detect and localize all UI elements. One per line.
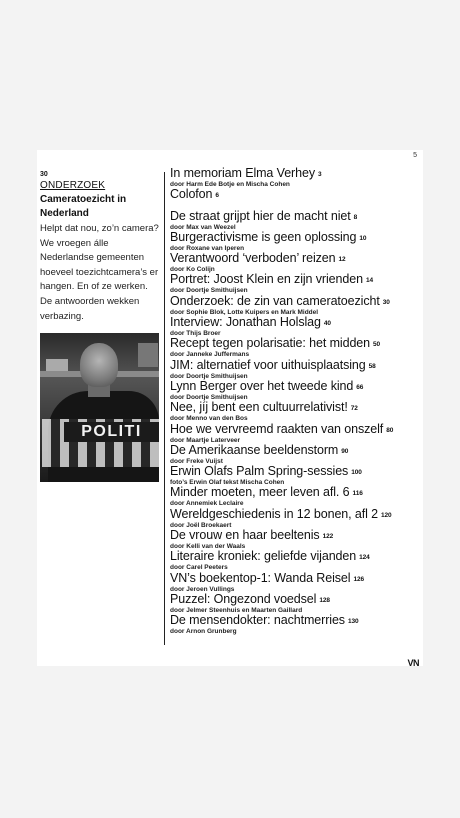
toc-line [170, 593, 420, 607]
toc-author: door Ko Colijn [170, 266, 215, 274]
toc-title: Onderzoek: de zin van cameratoezicht [170, 294, 380, 308]
toc-line [170, 167, 420, 181]
toc-title: Erwin Olafs Palm Spring-sessies [170, 465, 349, 479]
toc-line [170, 295, 420, 309]
toc-title: In memoriam Elma Verhey [170, 167, 315, 180]
toc-entry[interactable] [170, 359, 420, 380]
toc-title: VN’s boekentop-1: Wanda Reisel [170, 571, 351, 585]
toc-page-number: 6 [215, 192, 219, 200]
toc-author: door Jelmer Steenhuis en Maarten Gaillard [170, 606, 303, 614]
toc-entry[interactable] [170, 295, 420, 316]
toc-line [170, 614, 420, 628]
toc-author: door Thijs Broer [170, 330, 221, 338]
toc-page-number: 80 [386, 426, 394, 434]
toc-entry[interactable] [170, 316, 420, 337]
toc-line [170, 210, 420, 224]
page-number: 5 [413, 152, 417, 159]
toc-entry[interactable] [170, 572, 420, 593]
toc-entry[interactable] [170, 614, 420, 635]
toc-line [170, 423, 420, 437]
toc-title: Verantwoord ‘verboden’ reizen [170, 252, 336, 266]
toc-page-number: 66 [356, 383, 364, 391]
toc-entry[interactable] [170, 252, 420, 273]
toc-page-number: 10 [359, 234, 367, 242]
toc-title: Burgeractivisme is geen oplossing [170, 230, 357, 244]
magazine-page [37, 150, 423, 666]
toc-page-number: 128 [319, 596, 330, 604]
toc-title: Lynn Berger over het tweede kind [170, 379, 354, 393]
toc-line [170, 508, 420, 522]
toc-page-number: 120 [381, 511, 392, 519]
toc-page-number: 130 [347, 618, 359, 626]
toc-author: door Menno van den Bos [170, 415, 248, 423]
feature-section-label: ONDERZOEK [40, 180, 106, 191]
toc-title: Hoe we vervreemd raakten van onszelf [170, 422, 384, 436]
toc-page-number: 90 [341, 447, 349, 455]
toc-author: door Joël Broekaert [170, 521, 232, 529]
toc-page-number: 58 [368, 362, 376, 370]
toc-title: Puzzel: Ongezond voedsel [170, 592, 317, 606]
toc-entry[interactable] [170, 423, 420, 444]
photo-monitor [138, 343, 158, 367]
toc-page-number: 126 [353, 575, 364, 583]
toc-entry[interactable] [170, 486, 420, 507]
toc-entry[interactable] [170, 465, 420, 486]
toc-entry[interactable] [170, 444, 420, 465]
toc-page-number: 14 [365, 277, 373, 285]
toc-line [170, 401, 420, 415]
toc-entry[interactable] [170, 337, 420, 358]
toc-page-number: 124 [359, 554, 370, 562]
toc-page-number: 30 [382, 298, 390, 306]
toc-title: JIM: alternatief voor uithuisplaatsing [170, 358, 366, 372]
toc-author: door Janneke Juffermans [170, 351, 250, 359]
toc-line [170, 380, 420, 394]
toc-entry[interactable] [170, 593, 420, 614]
feature-teaser[interactable] [40, 170, 160, 324]
toc-author: door Roxane van Iperen [170, 244, 245, 252]
toc-entry[interactable] [170, 273, 420, 294]
toc-page-number: 100 [351, 469, 362, 477]
toc-title: De Amerikaanse beeldenstorm [170, 443, 339, 457]
toc-line [170, 465, 420, 479]
toc-title: Recept tegen polarisatie: het midden [170, 337, 371, 351]
toc-page-number: 50 [373, 341, 381, 349]
toc-page-number: 12 [338, 256, 346, 264]
toc-title: Portret: Joost Klein en zijn vrienden [170, 273, 363, 287]
toc-author: foto’s Erwin Olaf tekst Mischa Cohen [170, 479, 285, 487]
toc-line [170, 529, 420, 543]
feature-title: Cameratoezicht in Nederland [40, 194, 127, 219]
vn-logo: VN [407, 658, 419, 668]
toc-author: door Doortje Smithuijsen [170, 287, 248, 295]
toc-author: door Doortje Smithuijsen [170, 393, 248, 401]
toc-author: door Doortje Smithuijsen [170, 372, 248, 380]
toc-author: door Annemiek Leclaire [170, 500, 244, 508]
toc-author: door Freke Vuijst [170, 457, 223, 465]
toc-title: Colofon [170, 188, 213, 202]
toc-entry[interactable] [170, 231, 420, 252]
toc-line [170, 188, 420, 202]
toc-line [170, 444, 420, 458]
toc-line [170, 359, 420, 373]
toc-page-number: 3 [317, 171, 322, 178]
toc-entry[interactable] [170, 188, 420, 209]
toc-line [170, 550, 420, 564]
toc-entry[interactable] [170, 550, 420, 571]
toc-title: De mensendokter: nachtmerries [170, 614, 345, 628]
toc-author: door Carel Peeters [170, 564, 228, 572]
toc-line [170, 273, 420, 287]
toc-line [170, 316, 420, 330]
toc-title: Wereldgeschiedenis in 12 bonen, afl 2 [170, 507, 379, 521]
toc-page-number: 40 [323, 320, 331, 328]
photo-jacket-lettering: POLITI [64, 422, 159, 442]
toc-title: De straat grijpt hier de macht niet [170, 209, 351, 223]
toc-page-number: 122 [322, 533, 334, 541]
toc-author: door Kelli van der Waals [170, 543, 246, 551]
column-divider [164, 172, 165, 645]
toc-author: door Arnon Grunberg [170, 628, 237, 636]
toc-entry[interactable] [170, 380, 420, 401]
toc-page-number: 8 [353, 213, 358, 221]
police-officer-photo [40, 333, 159, 482]
toc-line [170, 231, 420, 245]
toc-author: door Harm Ede Botje en Mischa Cohen [170, 181, 290, 188]
toc-line [170, 252, 420, 266]
toc-line [170, 337, 420, 351]
photo-head [80, 343, 118, 387]
toc-author: door Sophie Blok, Lotte Kuipers en Mark Middel [170, 308, 319, 316]
toc-line [170, 572, 420, 586]
toc-entry[interactable] [170, 401, 420, 422]
toc-author: door Max van Weezel [170, 223, 236, 231]
toc-title: Interview: Jonathan Holslag [170, 316, 321, 330]
toc-entry[interactable] [170, 167, 420, 188]
toc-page-number: 72 [350, 405, 358, 413]
feature-page-number: 30 [40, 171, 48, 178]
table-of-contents [170, 167, 420, 636]
toc-entry[interactable] [170, 508, 420, 529]
toc-author: door Jeroen Vullings [170, 585, 235, 593]
toc-line [170, 486, 420, 500]
toc-title: De vrouw en haar beeltenis [170, 529, 320, 543]
toc-title: Minder moeten, meer leven afl. 6 [170, 486, 350, 500]
toc-page-number: 116 [352, 490, 363, 498]
toc-author: door Maartje Laterveer [170, 436, 241, 444]
toc-entry[interactable] [170, 210, 420, 231]
toc-entry[interactable] [170, 529, 420, 550]
toc-title: Literaire kroniek: geliefde vijanden [170, 550, 357, 564]
toc-title: Nee, jíj bent een cultuurrelativist! [170, 401, 348, 415]
feature-body: Helpt dat nou, zo’n camera? We vroegen álle Nederlandse gemeenten hoeveel toezichtcamera’s er hangen. En of ze werken. De antwoorden wekken verbazing. [40, 223, 159, 322]
